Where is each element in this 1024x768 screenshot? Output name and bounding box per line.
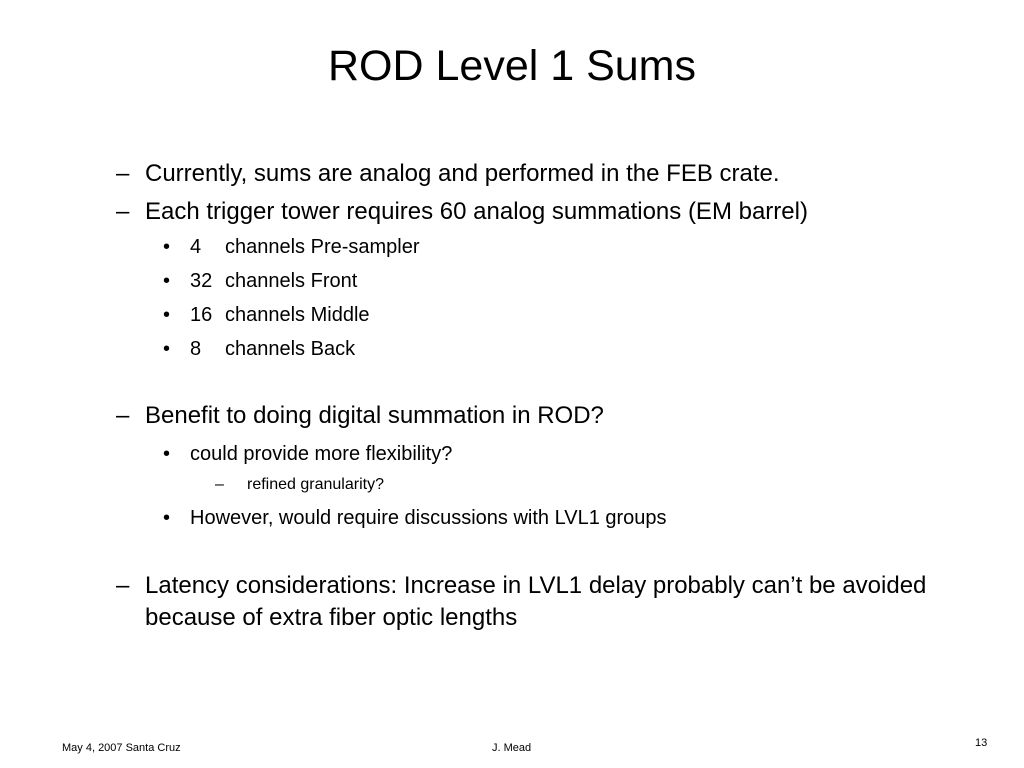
sub-bullet-item bbox=[163, 505, 667, 531]
dash-bullet-marker: – bbox=[116, 198, 130, 225]
sub-bullet-text bbox=[190, 336, 355, 362]
footer-date-location: May 4, 2007 Santa Cruz bbox=[62, 742, 181, 754]
dot-bullet-marker: • bbox=[163, 304, 171, 326]
sub-bullet-item bbox=[163, 336, 355, 362]
sub-bullet-text: However, would require discussions with LVL1 groups bbox=[190, 507, 667, 529]
footer-author: J. Mead bbox=[492, 742, 532, 754]
sub-bullet-item bbox=[163, 234, 420, 260]
sub-bullet-item bbox=[163, 441, 452, 467]
dot-bullet-marker: • bbox=[163, 338, 171, 360]
dash-bullet-marker: – bbox=[215, 476, 224, 493]
dot-bullet-marker: • bbox=[163, 443, 171, 465]
slide-title: ROD Level 1 Sums bbox=[327, 42, 697, 90]
dot-bullet-marker: • bbox=[163, 236, 171, 258]
bullet-text: Currently, sums are analog and performed in the FEB crate. bbox=[145, 160, 780, 187]
sub-bullet-text: could provide more flexibility? bbox=[190, 443, 453, 465]
dot-bullet-marker: • bbox=[163, 507, 171, 529]
bullet-item bbox=[116, 158, 945, 190]
channel-label: channels Back bbox=[225, 338, 356, 360]
channel-label: channels Middle bbox=[225, 304, 370, 326]
dot-bullet-marker: • bbox=[163, 270, 171, 292]
bullet-text: Benefit to doing digital summation in ROD? bbox=[145, 402, 604, 429]
dash-bullet-marker: – bbox=[116, 402, 130, 429]
page-number: 13 bbox=[975, 737, 988, 749]
sub-bullet-item bbox=[163, 302, 370, 328]
sub-bullet-text bbox=[190, 302, 370, 328]
channel-count: 8 bbox=[190, 338, 202, 360]
channel-label: channels Pre-sampler bbox=[225, 236, 420, 258]
bullet-item bbox=[116, 400, 945, 432]
bullet-text: Each trigger tower requires 60 analog summations (EM barrel) bbox=[145, 198, 808, 225]
sub-sub-bullet-text: refined granularity? bbox=[247, 476, 384, 493]
bullet-item bbox=[116, 570, 945, 634]
sub-bullet-text bbox=[190, 234, 420, 260]
channel-label: channels Front bbox=[225, 270, 358, 292]
channel-count: 4 bbox=[190, 236, 202, 258]
bullet-item bbox=[116, 196, 945, 228]
sub-bullet-item bbox=[163, 268, 357, 294]
dash-bullet-marker: – bbox=[116, 572, 130, 599]
bullet-text: Latency considerations: Increase in LVL1 delay probably can’t be avoided because of extra fiber optic lengths bbox=[145, 572, 927, 631]
channel-count: 16 bbox=[190, 304, 213, 326]
sub-bullet-text bbox=[190, 268, 357, 294]
channel-count: 32 bbox=[190, 270, 213, 292]
sub-sub-bullet-item bbox=[215, 474, 384, 496]
dash-bullet-marker: – bbox=[116, 160, 130, 187]
